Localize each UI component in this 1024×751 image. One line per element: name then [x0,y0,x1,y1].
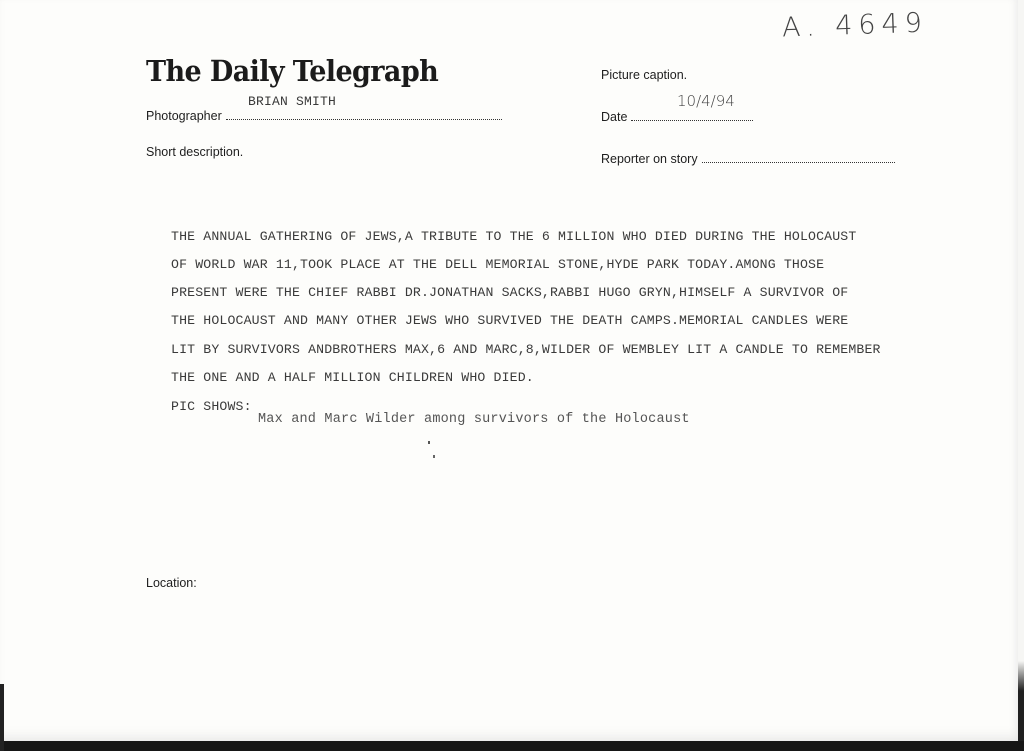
pic-shows-text: Max and Marc Wilder among survivors of the Holocaust [258,412,690,427]
photographer-row [146,109,502,123]
caption-line: OF WORLD WAR 11,TOOK PLACE AT THE DELL MEMORIAL STONE,HYDE PARK TODAY.AMONG THOSE [171,257,825,272]
caption-line: THE ANNUAL GATHERING OF JEWS,A TRIBUTE TO THE 6 MILLION WHO DIED DURING THE HOLOCAUST [171,229,857,244]
date-label: Date [601,110,628,124]
reporter-row [601,152,895,166]
caption-line: PRESENT WERE THE CHIEF RABBI DR.JONATHAN SACKS,RABBI HUGO GRYN,HIMSELF A SURVIVOR OF [171,285,849,300]
stray-ink-mark [428,441,430,444]
photographer-dotted-line [226,118,502,120]
pic-shows-label: PIC SHOWS: [171,399,252,414]
reporter-label: Reporter on story [601,152,698,166]
date-row [601,110,753,124]
caption-line: LIT BY SURVIVORS ANDBROTHERS MAX,6 AND MARC,8,WILDER OF WEMBLEY LIT A CANDLE TO REMEMBER [171,342,881,357]
caption-line: THE ONE AND A HALF MILLION CHILDREN WHO DIED. [171,370,534,385]
stray-ink-mark [433,455,435,458]
reporter-dotted-line [702,161,895,163]
sheet-edge-bottom [0,741,1024,751]
picture-caption-label: Picture caption. [601,68,688,82]
caption-line: THE HOLOCAUST AND MANY OTHER JEWS WHO SURVIVED THE DEATH CAMPS.MEMORIAL CANDLES WERE [171,313,849,328]
sheet-edge-right [1018,0,1024,751]
short-description-label: Short description. [146,145,244,159]
photographer-label: Photographer [146,109,222,123]
newspaper-masthead: The Daily Telegraph [146,55,439,89]
date-value: 10/4/94 [677,92,735,110]
photographer-value: BRIAN SMITH [248,94,337,109]
sheet-edge-left-shadow [0,684,4,751]
location-label: Location: [146,576,197,590]
archive-reference: A. 4649 [781,7,929,44]
date-dotted-line [631,119,753,121]
